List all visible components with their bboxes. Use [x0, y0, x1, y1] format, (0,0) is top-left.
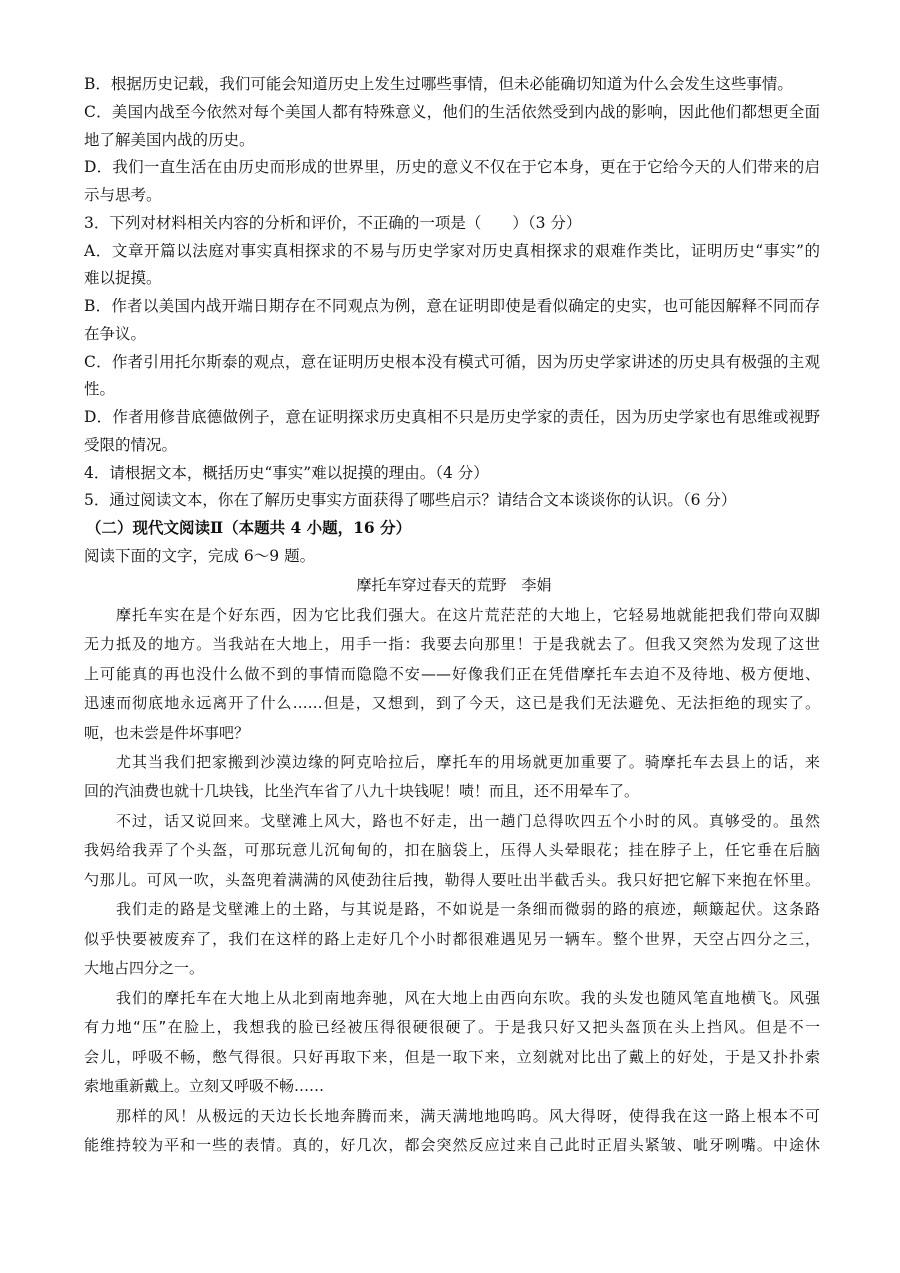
- option-c-line-2: 地了解美国内战的历史。: [84, 131, 255, 149]
- article-title: 摩托车穿过春天的荒野 李娟: [356, 576, 552, 594]
- paragraph-4-line-3: 大地占四分之一。: [84, 959, 205, 977]
- option-d-line-2: 示与思考。: [84, 186, 162, 204]
- paragraph-5-line-1: 我们的摩托车在大地上从北到南地奔驰，风在大地上由西向东吹。我的头发也随风笔直地横飞。风强: [116, 989, 820, 1007]
- paragraph-3-line-2: 我妈给我弄了个头盔，可那玩意儿沉甸甸的，扣在脑袋上，压得人头晕眼花；挂在脖子上，任它垂在后脑: [84, 841, 820, 859]
- option-b-line: B．根据历史记载，我们可能会知道历史上发生过哪些事情，但未必能确切知道为什么会发生这些事情。: [84, 75, 793, 93]
- question-4: 4．请根据文本，概括历史“事实”难以捉摸的理由。（4 分）: [84, 464, 489, 482]
- q3-option-c-line-1: C．作者引用托尔斯泰的观点，意在证明历史根本没有模式可循，因为历史学家讲述的历史具有极强的主观: [84, 353, 820, 371]
- paragraph-5-line-2: 有力地“压”在脸上，我想我的脸已经被压得很硬很硬了。于是我只好又把头盔顶在头上挡风。但是不一: [84, 1018, 820, 1036]
- paragraph-1-line-4: 迅速而彻底地永远离开了什么……但是，又想到，到了今天，这已是我们无法避免、无法拒绝的现实了。: [84, 694, 820, 712]
- paragraph-1-line-3: 上可能真的再也没什么做不到的事情而隐隐不安——好像我们正在凭借摩托车去迫不及待地、极方便地、: [84, 665, 820, 683]
- paragraph-1-line-5: 呃，也未尝是件坏事吧？: [84, 724, 250, 742]
- paragraph-6-line-2: 能维持较为平和一些的表情。真的，好几次，都会突然反应过来自己此时正眉头紧皱、呲牙咧嘴。中途休: [84, 1136, 820, 1154]
- paragraph-3-line-1: 不过，话又说回来。戈壁滩上风大，路也不好走，出一趟门总得吹四五个小时的风。真够受的。虽然: [116, 812, 820, 830]
- reading-instruction: 阅读下面的文字，完成 6～9 题。: [84, 547, 316, 565]
- q3-option-d-line-1: D．作者用修昔底德做例子，意在证明探求历史真相不只是历史学家的责任，因为历史学家也有思维或视野: [84, 408, 820, 426]
- question-3: 3．下列对材料相关内容的分析和评价，不正确的一项是（ ）（3 分）: [84, 214, 582, 232]
- option-c-line-1: C．美国内战至今依然对每个美国人都有特殊意义，他们的生活依然受到内战的影响，因此他们都想更全面: [84, 103, 820, 121]
- question-5: 5．通过阅读文本，你在了解历史事实方面获得了哪些启示？请结合文本谈谈你的认识。（6 分）: [84, 491, 737, 509]
- q3-option-d-line-2: 受限的情况。: [84, 436, 178, 454]
- q3-option-b-line-1: B．作者以美国内战开端日期存在不同观点为例，意在证明即使是看似确定的史实，也可能因解释不同而存: [84, 297, 820, 315]
- paragraph-2-line-2: 回的汽油费也就十几块钱，比坐汽车省了八九十块钱呢！啧！而且，还不用晕车了。: [84, 782, 640, 800]
- option-d-line-1: D．我们一直生活在由历史而形成的世界里，历史的意义不仅在于它本身，更在于它给今天的人们带来的启: [84, 158, 820, 176]
- paragraph-6-line-1: 那样的风！从极远的天边长长地奔腾而来，满天满地地呜呜。风大得呀，使得我在这一路上根本不可: [116, 1107, 820, 1125]
- q3-option-a-line-1: A．文章开篇以法庭对事实真相探求的不易与历史学家对历史真相探求的艰难作类比，证明历史“事实”的: [84, 242, 820, 260]
- paragraph-2-line-1: 尤其当我们把家搬到沙漠边缘的阿克哈拉后，摩托车的用场就更加重要了。骑摩托车去县上的话，来: [116, 753, 820, 771]
- paragraph-1-line-1: 摩托车实在是个好东西，因为它比我们强大。在这片荒茫茫的大地上，它轻易地就能把我们带向双脚: [116, 606, 820, 624]
- paragraph-4-line-2: 似乎快要被废弃了，我们在这样的路上走好几个小时都很难遇见另一辆车。整个世界，天空占四分之三，: [84, 930, 820, 948]
- paragraph-5-line-4: 索地重新戴上。立刻又呼吸不畅……: [84, 1077, 325, 1095]
- q3-option-a-line-2: 难以捉摸。: [84, 269, 162, 287]
- paragraph-3-line-3: 勺那儿。可风一吹，头盔兜着满满的风使劲往后拽，勒得人要吐出半截舌头。我只好把它解下来抱在怀里。: [84, 871, 820, 889]
- paragraph-4-line-1: 我们走的路是戈壁滩上的土路，与其说是路，不如说是一条细而微弱的路的痕迹，颠簸起伏。这条路: [116, 900, 820, 918]
- paragraph-1-line-2: 无力抵及的地方。当我站在大地上，用手一指：我要去向那里！于是我就去了。但我又突然为发现了这世: [84, 635, 820, 653]
- paragraph-5-line-3: 会儿，呼吸不畅，憋气得很。只好再取下来，但是一取下来，立刻就对比出了戴上的好处，于是又扑扑索: [84, 1048, 820, 1066]
- q3-option-c-line-2: 性。: [84, 380, 116, 398]
- q3-option-b-line-2: 在争议。: [84, 325, 147, 343]
- section-heading: （二）现代文阅读Ⅱ（本题共 4 小题，16 分）: [86, 518, 412, 537]
